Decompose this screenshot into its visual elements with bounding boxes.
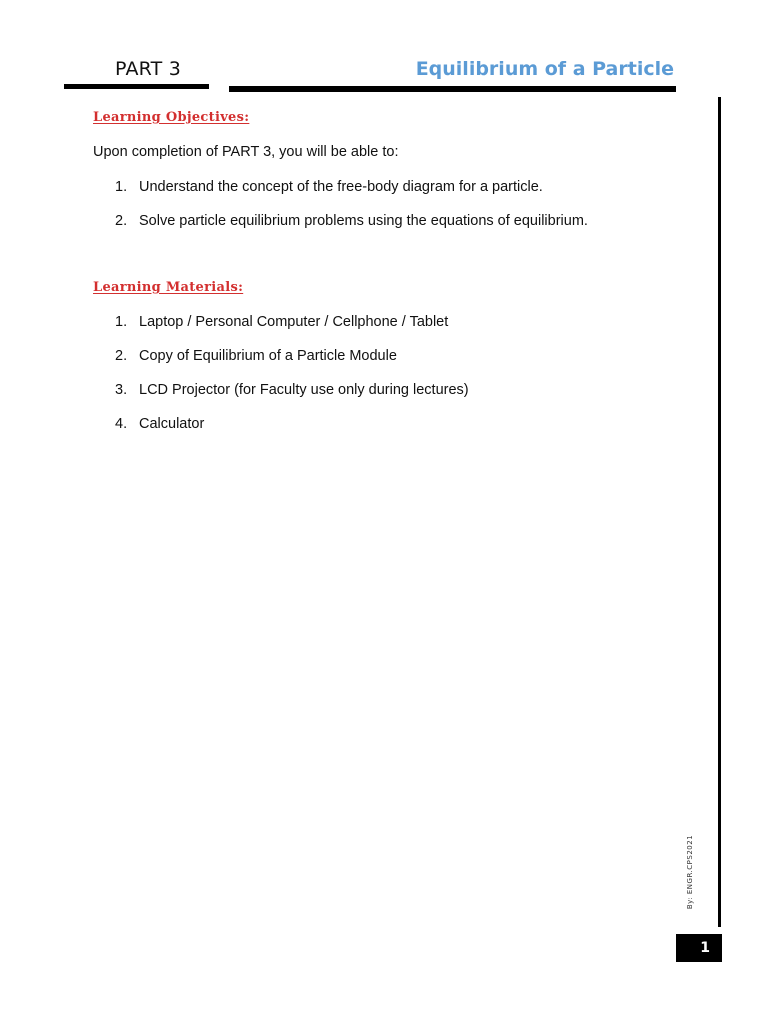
- part-label: PART 3: [115, 58, 181, 80]
- list-item: [115, 381, 469, 415]
- author-credit-text: By: ENGR.CPS2021: [686, 834, 694, 910]
- objectives-list: [115, 178, 588, 246]
- objectives-intro: Upon completion of PART 3, you will be able to:: [93, 144, 399, 160]
- page-number: 1: [676, 934, 722, 962]
- header-rule-left: [64, 84, 209, 89]
- list-item-number: 2.: [115, 213, 128, 229]
- list-item-text: Solve particle equilibrium problems using the equations of equilibrium.: [139, 213, 588, 229]
- page-title: Equilibrium of a Particle: [415, 58, 674, 80]
- list-item: [115, 313, 469, 347]
- materials-heading: Learning Materials:: [93, 280, 244, 295]
- list-item-number: 3.: [115, 382, 128, 398]
- list-item: [115, 347, 469, 381]
- materials-list: [115, 313, 469, 449]
- list-item-text: Laptop / Personal Computer / Cellphone / Tablet: [139, 314, 449, 330]
- margin-rule: [718, 97, 721, 927]
- objectives-heading: Learning Objectives:: [93, 110, 250, 125]
- list-item: [115, 212, 588, 246]
- list-item: [115, 178, 588, 212]
- list-item-text: Copy of Equilibrium of a Particle Module: [139, 348, 397, 364]
- list-item-text: Understand the concept of the free-body diagram for a particle.: [139, 179, 543, 195]
- list-item: [115, 415, 469, 449]
- list-item-number: 4.: [115, 416, 128, 432]
- list-item-text: Calculator: [139, 416, 205, 432]
- list-item-number: 1.: [115, 179, 128, 195]
- list-item-text: LCD Projector (for Faculty use only during lectures): [139, 382, 469, 398]
- header-rule-right: [229, 86, 676, 92]
- list-item-number: 2.: [115, 348, 128, 364]
- list-item-number: 1.: [115, 314, 128, 330]
